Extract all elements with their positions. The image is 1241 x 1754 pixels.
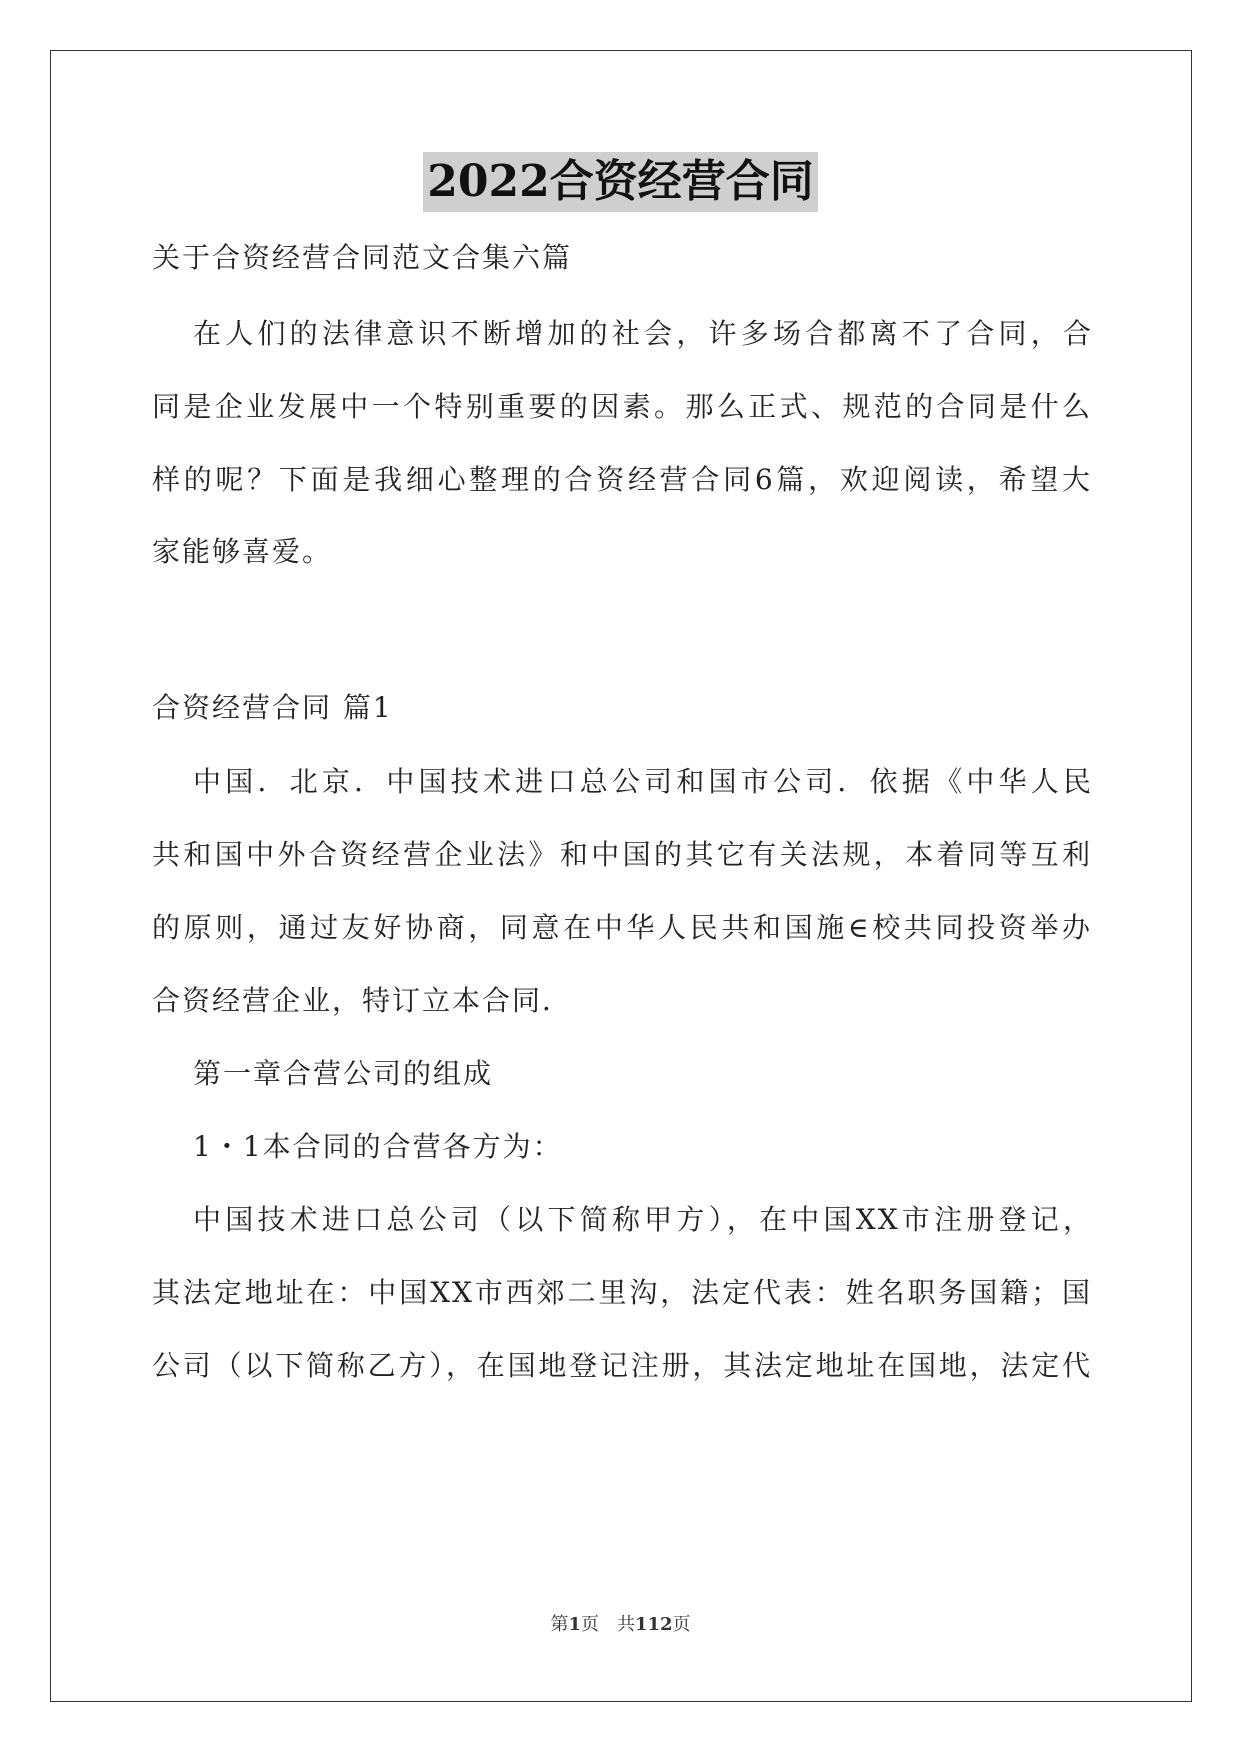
footer-suffix: 页 xyxy=(672,1614,691,1635)
intro-line-4: 家能够喜爱。 xyxy=(152,535,333,568)
footer-mid: 页 共 xyxy=(580,1614,635,1635)
body-line-9: 公司（以下简称乙方），在国地登记注册，其法定地址在国地，法定代 xyxy=(152,1349,1092,1382)
footer-prefix: 第 xyxy=(550,1614,569,1635)
body-line-3: 的原则，通过友好协商，同意在中华人民共和国施∈校共同投资举办 xyxy=(152,911,1092,944)
title-container xyxy=(0,152,1241,212)
page-border xyxy=(50,50,1192,1702)
footer-current-page: 1 xyxy=(568,1614,581,1635)
clause-1-1: 1・1本合同的合营各方为： xyxy=(193,1130,563,1163)
document-subtitle: 关于合资经营合同范文合集六篇 xyxy=(152,241,573,274)
body-line-1: 中国．北京．中国技术进口总公司和国市公司．依据《中华人民 xyxy=(193,765,1093,798)
body-line-4: 合资经营企业，特订立本合同． xyxy=(152,984,573,1017)
body-line-8: 其法定地址在：中国XX市西郊二里沟，法定代表：姓名职务国籍；国 xyxy=(152,1276,1092,1309)
body-line-7: 中国技术进口总公司（以下简称甲方），在中国XX市注册登记， xyxy=(193,1203,1093,1236)
section-heading: 合资经营合同 篇1 xyxy=(152,691,393,724)
body-line-2: 共和国中外合资经营企业法》和中国的其它有关法规，本着同等互利 xyxy=(152,838,1092,871)
intro-line-1: 在人们的法律意识不断增加的社会，许多场合都离不了合同，合 xyxy=(193,317,1093,350)
intro-line-3: 样的呢？下面是我细心整理的合资经营合同6篇，欢迎阅读，希望大 xyxy=(152,463,1092,496)
intro-line-2: 同是企业发展中一个特别重要的因素。那么正式、规范的合同是什么 xyxy=(152,390,1092,423)
footer-total-pages: 112 xyxy=(634,1614,673,1635)
chapter-heading: 第一章合营公司的组成 xyxy=(193,1057,494,1090)
document-title: 2022合资经营合同 xyxy=(423,152,817,212)
page-footer xyxy=(0,1610,1241,1636)
